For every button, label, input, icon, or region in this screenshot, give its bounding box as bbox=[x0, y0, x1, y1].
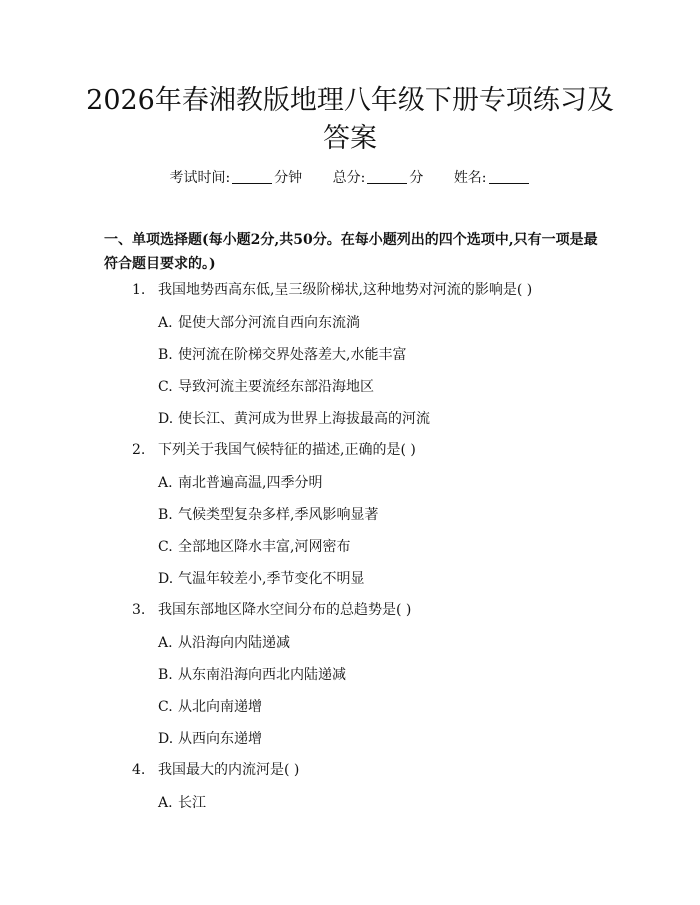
question-1-option-d bbox=[158, 409, 430, 429]
option-letter: B. bbox=[158, 507, 173, 523]
question-text: 我国地势西高东低,呈三级阶梯状,这种地势对河流的影响是( ) bbox=[158, 282, 533, 298]
name-field bbox=[454, 168, 531, 188]
option-letter: B. bbox=[158, 667, 173, 683]
option-letter: D. bbox=[158, 731, 174, 747]
exam-time-blank bbox=[232, 169, 272, 184]
option-letter: C. bbox=[158, 379, 173, 395]
name-blank bbox=[489, 169, 529, 184]
total-score-field bbox=[333, 168, 424, 188]
question-2-option-d bbox=[158, 569, 364, 589]
question-3-option-b bbox=[158, 665, 346, 685]
option-text: 使长江、黄河成为世界上海拔最高的河流 bbox=[178, 411, 430, 427]
option-text: 气候类型复杂多样,季风影响显著 bbox=[178, 507, 379, 523]
exam-info-line bbox=[0, 168, 700, 188]
option-text: 使河流在阶梯交界处落差大,水能丰富 bbox=[178, 347, 407, 363]
option-text: 从西向东递增 bbox=[178, 731, 262, 747]
option-letter: A. bbox=[158, 315, 173, 331]
exam-time-label: 考试时间: bbox=[169, 170, 231, 186]
question-3-option-a bbox=[158, 633, 290, 653]
question-2-option-c bbox=[158, 537, 350, 557]
question-number: 1. bbox=[132, 282, 146, 298]
option-letter: C. bbox=[158, 699, 173, 715]
section-heading: 一、单项选择题(每小题2分,共50分。在每小题列出的四个选项中,只有一项是最符合题目要求的。) bbox=[104, 232, 598, 272]
option-letter: D. bbox=[158, 571, 174, 587]
question-2-option-b bbox=[158, 505, 378, 525]
page-title: 2026年春湘教版地理八年级下册专项练习及答案 bbox=[86, 85, 614, 154]
total-score-blank bbox=[367, 169, 407, 184]
question-number: 4. bbox=[132, 762, 146, 778]
question-4 bbox=[132, 760, 299, 780]
option-letter: A. bbox=[158, 475, 173, 491]
option-text: 全部地区降水丰富,河网密布 bbox=[178, 539, 351, 555]
option-text: 长江 bbox=[178, 795, 206, 811]
total-score-unit: 分 bbox=[409, 170, 424, 186]
question-1-option-a bbox=[158, 313, 360, 333]
question-1 bbox=[132, 280, 532, 300]
option-text: 气温年较差小,季节变化不明显 bbox=[178, 571, 365, 587]
option-text: 从东南沿海向西北内陆递减 bbox=[178, 667, 346, 683]
question-3-option-c bbox=[158, 697, 262, 717]
option-text: 从北向南递增 bbox=[178, 699, 262, 715]
option-text: 促使大部分河流自西向东流淌 bbox=[178, 315, 360, 331]
option-text: 从沿海向内陆递减 bbox=[178, 635, 290, 651]
question-3-option-d bbox=[158, 729, 262, 749]
option-letter: A. bbox=[158, 635, 173, 651]
option-letter: C. bbox=[158, 539, 173, 555]
option-letter: A. bbox=[158, 795, 173, 811]
question-2-option-a bbox=[158, 473, 322, 493]
option-letter: D. bbox=[158, 411, 174, 427]
question-1-option-c bbox=[158, 377, 374, 397]
question-number: 2. bbox=[132, 442, 146, 458]
option-text: 导致河流主要流经东部沿海地区 bbox=[178, 379, 374, 395]
question-3 bbox=[132, 600, 411, 620]
question-number: 3. bbox=[132, 602, 146, 618]
exam-time-field bbox=[169, 168, 302, 188]
question-text: 我国东部地区降水空间分布的总趋势是( ) bbox=[158, 602, 412, 618]
question-2 bbox=[132, 440, 416, 460]
total-score-label: 总分: bbox=[332, 170, 366, 186]
question-1-option-b bbox=[158, 345, 406, 365]
option-text: 南北普遍高温,四季分明 bbox=[178, 475, 323, 491]
question-text: 下列关于我国气候特征的描述,正确的是( ) bbox=[158, 442, 416, 458]
question-text: 我国最大的内流河是( ) bbox=[158, 762, 300, 778]
exam-time-unit: 分钟 bbox=[274, 170, 303, 186]
name-label: 姓名: bbox=[453, 170, 487, 186]
option-letter: B. bbox=[158, 347, 173, 363]
question-4-option-a bbox=[158, 793, 206, 813]
